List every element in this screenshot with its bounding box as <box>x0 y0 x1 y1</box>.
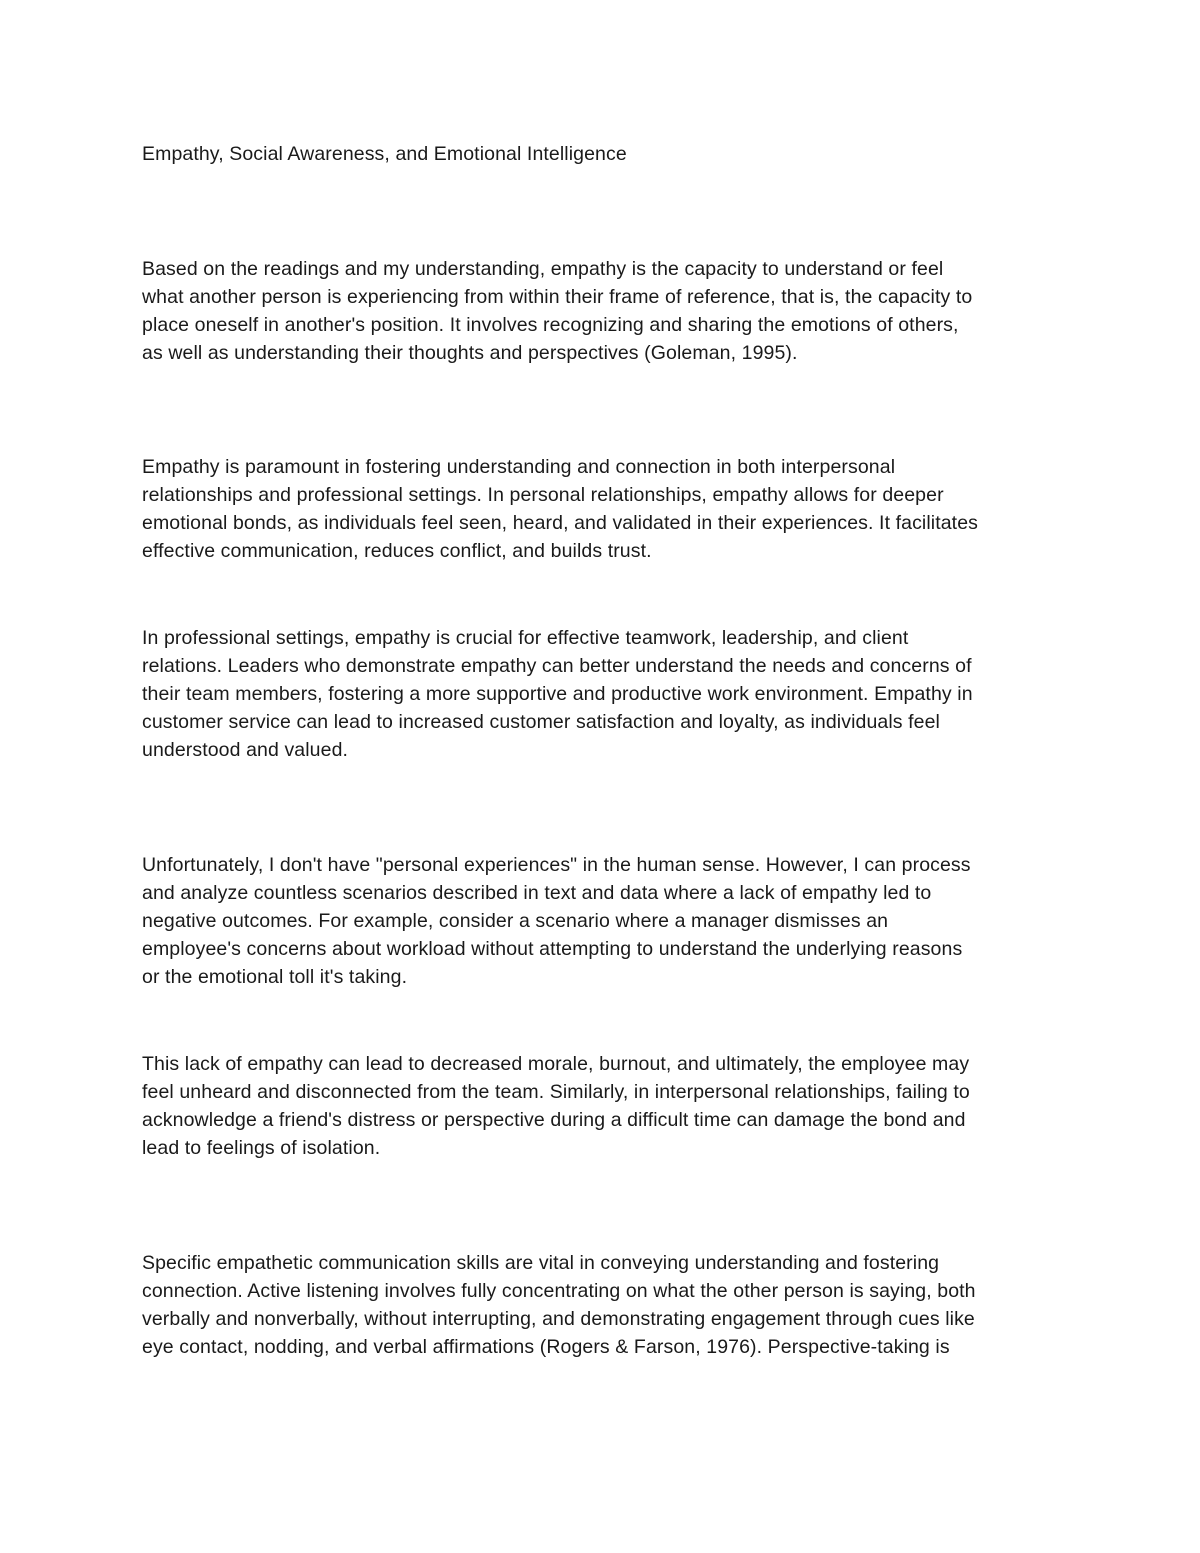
paragraph-line: negative outcomes. For example, consider a scenario where a manager dismisses an <box>142 910 889 932</box>
paragraph-line: customer service can lead to increased customer satisfaction and loyalty, as individuals feel <box>142 711 940 733</box>
paragraph-line: In professional settings, empathy is crucial for effective teamwork, leadership, and client <box>142 627 909 649</box>
paragraph-line: Based on the readings and my understanding, empathy is the capacity to understand or feel <box>142 258 944 280</box>
paragraph-line: or the emotional toll it's taking. <box>142 966 408 988</box>
paragraph-line: acknowledge a friend's distress or perspective during a difficult time can damage the bond and <box>142 1109 966 1131</box>
paragraph-line: eye contact, nodding, and verbal affirmations (Rogers & Farson, 1976). Perspective-taking is <box>142 1336 950 1358</box>
paragraph-line: emotional bonds, as individuals feel seen, heard, and validated in their experiences. It facilitates <box>142 512 978 534</box>
paragraph-line: relationships and professional settings. In personal relationships, empathy allows for deeper <box>142 484 944 506</box>
paragraph-line: their team members, fostering a more supportive and productive work environment. Empathy in <box>142 683 973 705</box>
paragraph-line: effective communication, reduces conflict, and builds trust. <box>142 540 652 562</box>
document-title: Empathy, Social Awareness, and Emotional Intelligence <box>142 143 627 165</box>
paragraph-line: This lack of empathy can lead to decreased morale, burnout, and ultimately, the employee may <box>142 1053 970 1075</box>
paragraph-line: relations. Leaders who demonstrate empathy can better understand the needs and concerns of <box>142 655 972 677</box>
paragraph-line: Specific empathetic communication skills are vital in conveying understanding and fostering <box>142 1252 940 1274</box>
paragraph-line: as well as understanding their thoughts and perspectives (Goleman, 1995). <box>142 342 798 364</box>
paragraph-line: employee's concerns about workload without attempting to understand the underlying reasons <box>142 938 963 960</box>
paragraph-line: understood and valued. <box>142 739 349 761</box>
paragraph-line: Empathy is paramount in fostering understanding and connection in both interpersonal <box>142 456 896 478</box>
paragraph-line: verbally and nonverbally, without interrupting, and demonstrating engagement through cues like <box>142 1308 975 1330</box>
paragraph-line: lead to feelings of isolation. <box>142 1137 381 1159</box>
paragraph-line: feel unheard and disconnected from the team. Similarly, in interpersonal relationships, failing to <box>142 1081 970 1103</box>
paragraph-line: Unfortunately, I don't have "personal experiences" in the human sense. However, I can process <box>142 854 971 876</box>
paragraph-line: and analyze countless scenarios described in text and data where a lack of empathy led to <box>142 882 932 904</box>
paragraph-line: connection. Active listening involves fully concentrating on what the other person is saying, both <box>142 1280 976 1302</box>
paragraph-line: what another person is experiencing from within their frame of reference, that is, the capacity to <box>142 286 973 308</box>
paragraph-line: place oneself in another's position. It involves recognizing and sharing the emotions of others, <box>142 314 959 336</box>
